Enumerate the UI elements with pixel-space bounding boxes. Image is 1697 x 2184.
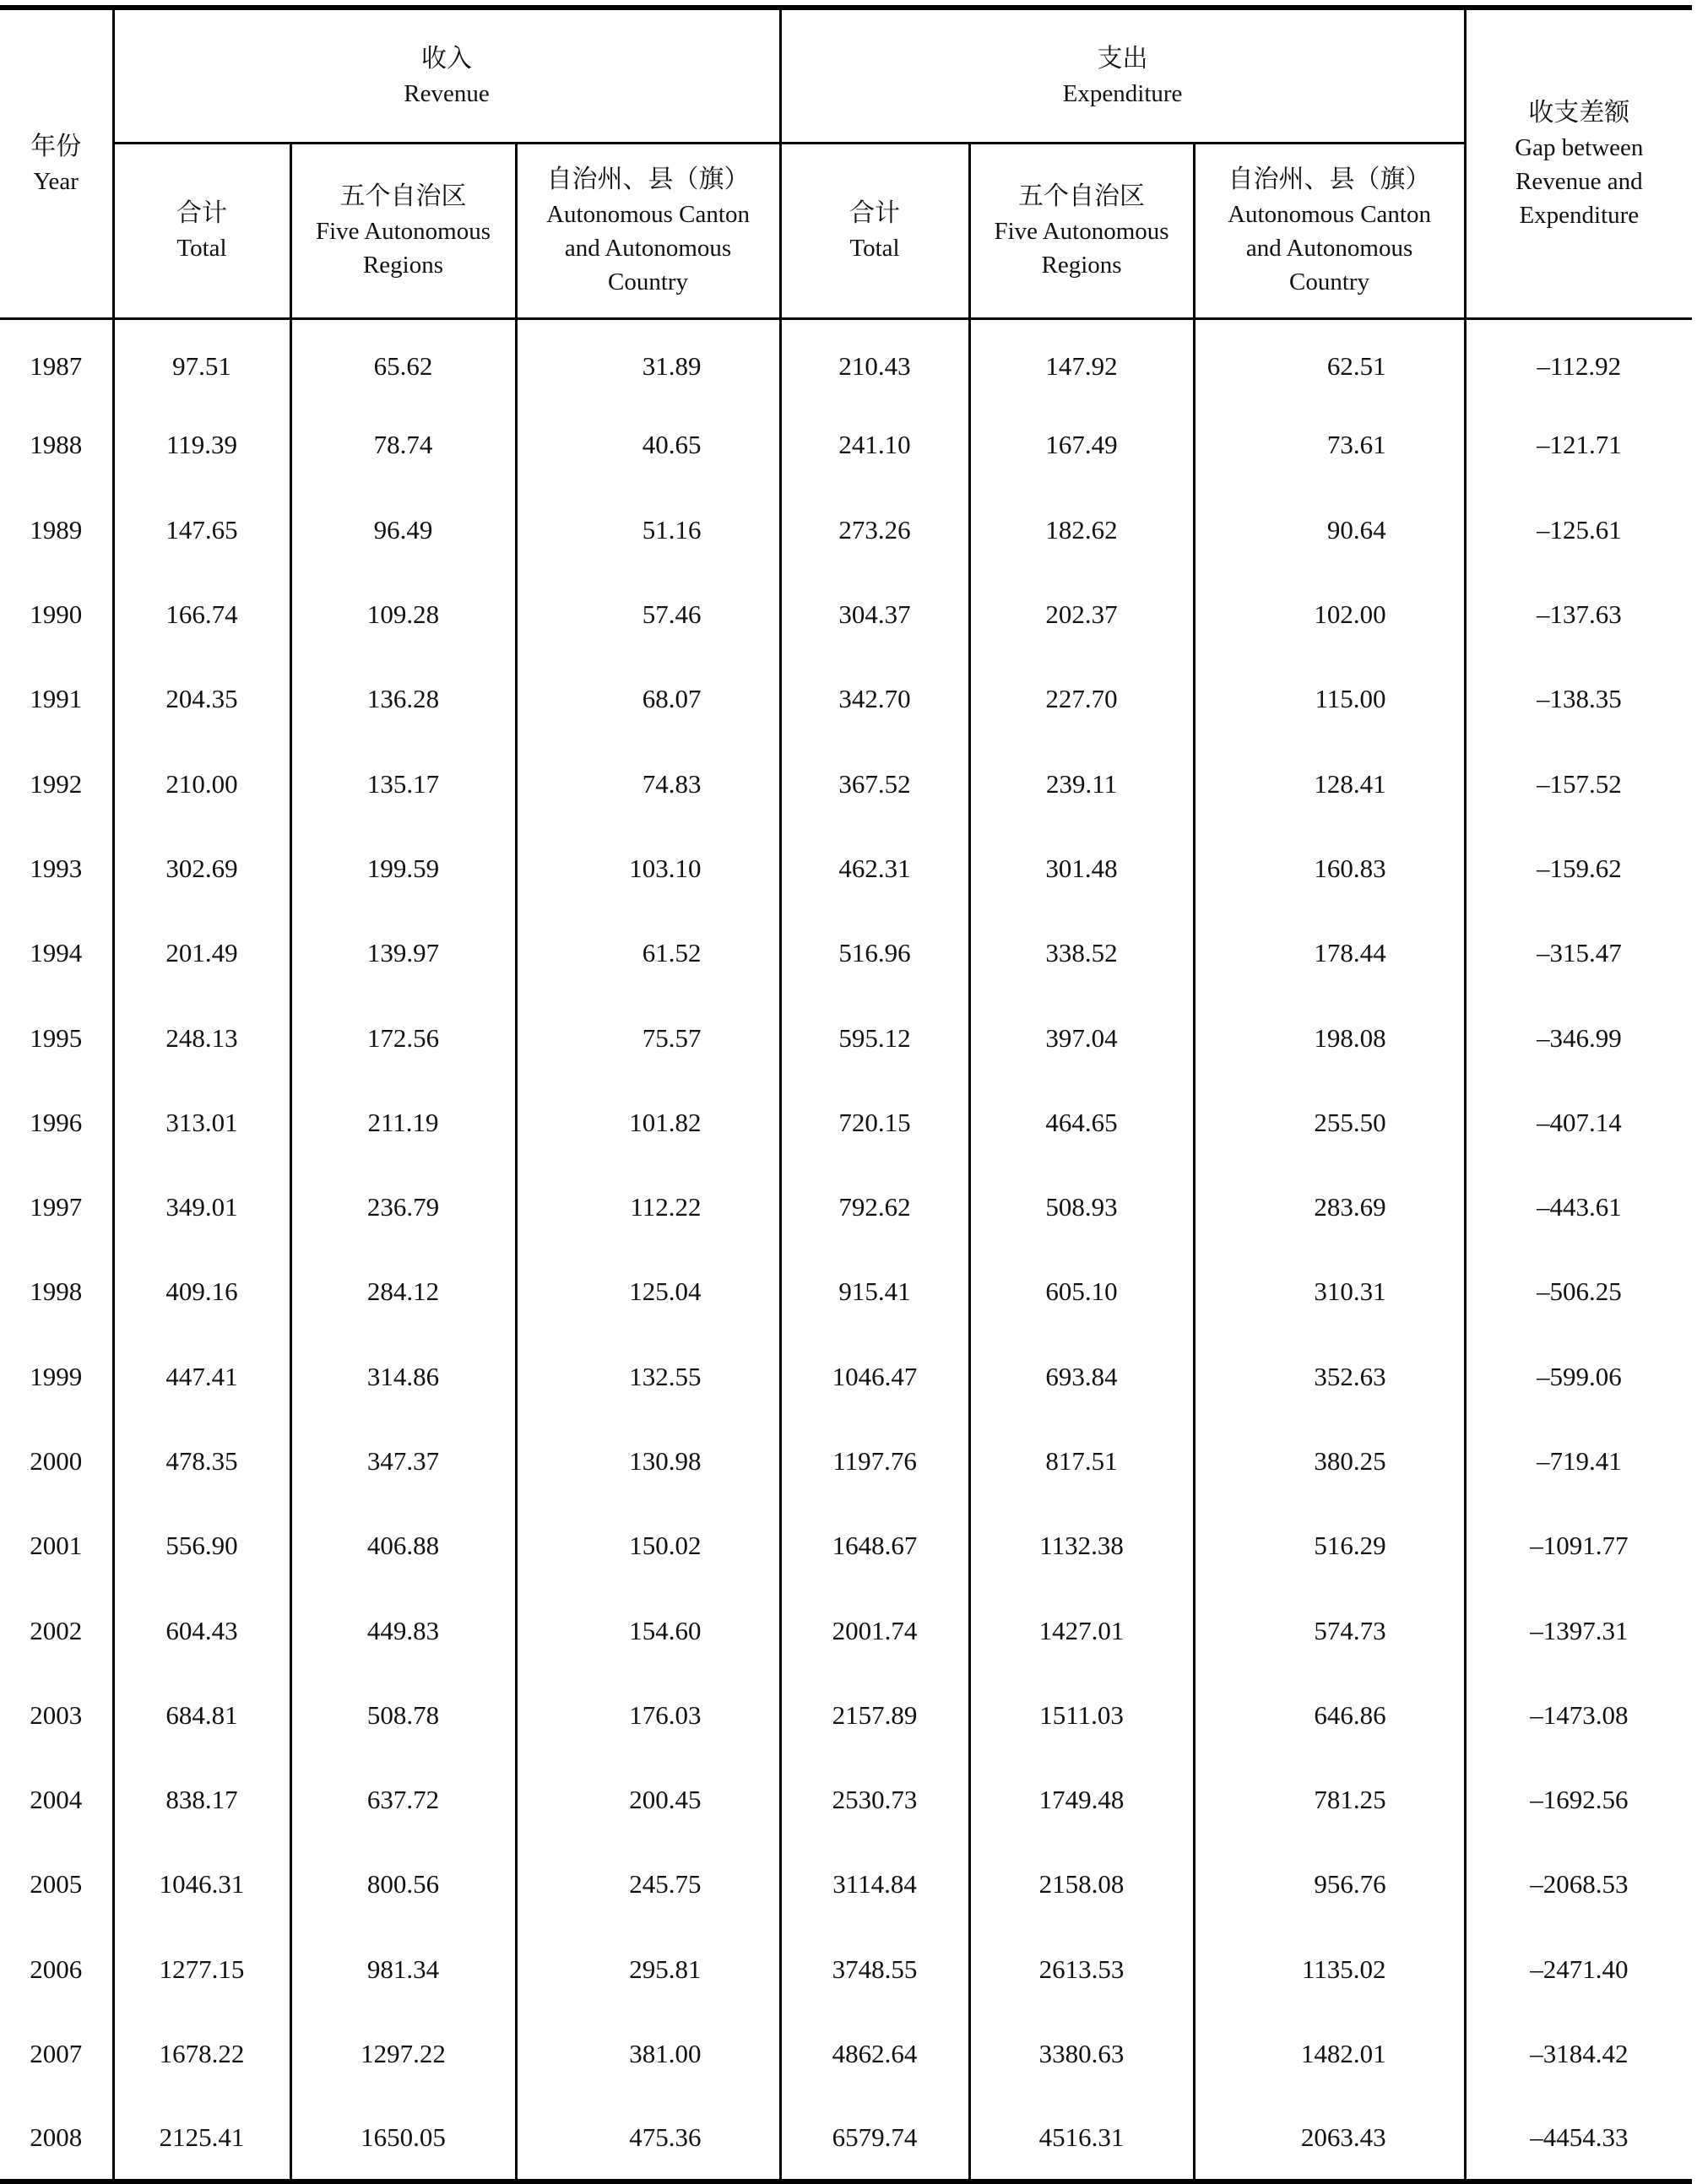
expenditure-five-regions-cell: 2613.53	[969, 1927, 1194, 2012]
table-row	[0, 403, 1692, 487]
header-revenue-five-regions: 五个自治区 Five Autonomous Regions	[290, 143, 516, 318]
revenue-five-regions-cell: 96.49	[290, 488, 516, 572]
year-cell: 2001	[0, 1504, 113, 1588]
expenditure-five-regions-cell: 147.92	[969, 318, 1194, 403]
revenue-canton-cell: 154.60	[516, 1588, 780, 1672]
revenue-total-cell: 313.01	[113, 1081, 290, 1165]
expenditure-canton-cell: 102.00	[1194, 572, 1465, 657]
revenue-five-regions-cell: 236.79	[290, 1165, 516, 1249]
expenditure-total-cell: 304.37	[780, 572, 969, 657]
year-cell: 1998	[0, 1249, 113, 1334]
expenditure-canton-cell: 255.50	[1194, 1081, 1465, 1165]
expenditure-total-cell: 2001.74	[780, 1588, 969, 1672]
table-row	[0, 741, 1692, 826]
header-revenue: 收入 Revenue	[113, 8, 780, 143]
revenue-total-cell: 1277.15	[113, 1927, 290, 2012]
year-cell: 1992	[0, 741, 113, 826]
expenditure-canton-cell: 198.08	[1194, 995, 1465, 1080]
gap-cell: –1091.77	[1530, 1531, 1629, 1561]
expenditure-five-regions-cell: 4516.31	[969, 2096, 1194, 2181]
revenue-canton-cell: 132.55	[516, 1335, 780, 1419]
revenue-five-regions-cell: 199.59	[290, 826, 516, 911]
revenue-total-cell: 2125.41	[113, 2096, 290, 2181]
revenue-canton-cell: 130.98	[516, 1419, 780, 1504]
year-cell: 1995	[0, 995, 113, 1080]
header-expenditure-five-regions: 五个自治区 Five Autonomous Regions	[969, 143, 1194, 318]
gap-cell: –719.41	[1536, 1446, 1622, 1476]
revenue-total-cell: 201.49	[113, 911, 290, 995]
expenditure-total-cell: 210.43	[780, 318, 969, 403]
expenditure-total-cell: 792.62	[780, 1165, 969, 1249]
table-row	[0, 911, 1692, 995]
table-row	[0, 572, 1692, 657]
revenue-total-cell: 1046.31	[113, 1842, 290, 1927]
table-row	[0, 2096, 1692, 2181]
revenue-total-cell: 838.17	[113, 1758, 290, 1842]
expenditure-five-regions-cell: 508.93	[969, 1165, 1194, 1249]
year-cell: 1997	[0, 1165, 113, 1249]
revenue-total-cell: 1678.22	[113, 2012, 290, 2096]
gap-cell: –346.99	[1536, 1022, 1622, 1053]
gap-cell: –159.62	[1536, 853, 1622, 883]
revenue-total-cell: 97.51	[113, 318, 290, 403]
year-cell: 2006	[0, 1927, 113, 2012]
expenditure-five-regions-cell: 338.52	[969, 911, 1194, 995]
revenue-five-regions-cell: 637.72	[290, 1758, 516, 1842]
header-expenditure-canton: 自治州、县（旗） Autonomous Canton and Autonomous Country	[1194, 143, 1465, 318]
revenue-five-regions-cell: 449.83	[290, 1588, 516, 1672]
table-row	[0, 1588, 1692, 1672]
revenue-canton-cell: 68.07	[516, 657, 780, 741]
expenditure-total-cell: 273.26	[780, 488, 969, 572]
expenditure-canton-cell: 352.63	[1194, 1335, 1465, 1419]
revenue-canton-cell: 125.04	[516, 1249, 780, 1334]
table-row	[0, 657, 1692, 741]
year-cell: 2004	[0, 1758, 113, 1842]
revenue-five-regions-cell: 284.12	[290, 1249, 516, 1334]
revenue-canton-cell: 101.82	[516, 1081, 780, 1165]
year-cell: 1994	[0, 911, 113, 995]
revenue-canton-cell: 200.45	[516, 1758, 780, 1842]
expenditure-five-regions-cell: 1427.01	[969, 1588, 1194, 1672]
expenditure-five-regions-cell: 464.65	[969, 1081, 1194, 1165]
expenditure-five-regions-cell: 239.11	[969, 741, 1194, 826]
gap-cell: –125.61	[1536, 514, 1622, 545]
gap-cell: –138.35	[1536, 684, 1622, 714]
year-cell: 1993	[0, 826, 113, 911]
gap-cell: –112.92	[1537, 350, 1622, 381]
revenue-total-cell: 604.43	[113, 1588, 290, 1672]
revenue-five-regions-cell: 981.34	[290, 1927, 516, 2012]
revenue-five-regions-cell: 1297.22	[290, 2012, 516, 2096]
gap-cell: –315.47	[1536, 938, 1622, 968]
gap-cell: –3184.42	[1530, 2039, 1629, 2069]
expenditure-total-cell: 720.15	[780, 1081, 969, 1165]
expenditure-canton-cell: 62.51	[1194, 318, 1465, 403]
expenditure-total-cell: 6579.74	[780, 2096, 969, 2181]
expenditure-total-cell: 516.96	[780, 911, 969, 995]
expenditure-canton-cell: 310.31	[1194, 1249, 1465, 1334]
header-expenditure-total: 合计 Total	[780, 143, 969, 318]
gap-cell: –443.61	[1536, 1192, 1622, 1222]
expenditure-canton-cell: 115.00	[1194, 657, 1465, 741]
expenditure-five-regions-cell: 693.84	[969, 1335, 1194, 1419]
revenue-canton-cell: 245.75	[516, 1842, 780, 1927]
revenue-canton-cell: 381.00	[516, 2012, 780, 2096]
year-cell: 1991	[0, 657, 113, 741]
revenue-total-cell: 684.81	[113, 1673, 290, 1758]
revenue-canton-cell: 295.81	[516, 1927, 780, 2012]
revenue-total-cell: 248.13	[113, 995, 290, 1080]
header-revenue-total: 合计 Total	[113, 143, 290, 318]
expenditure-canton-cell: 956.76	[1194, 1842, 1465, 1927]
table-row	[0, 318, 1692, 403]
expenditure-total-cell: 3114.84	[780, 1842, 969, 1927]
gap-cell: –2068.53	[1530, 1869, 1629, 1899]
table-row	[0, 995, 1692, 1080]
expenditure-total-cell: 241.10	[780, 403, 969, 487]
revenue-canton-cell: 40.65	[516, 403, 780, 487]
table-row	[0, 1081, 1692, 1165]
revenue-total-cell: 349.01	[113, 1165, 290, 1249]
expenditure-canton-cell: 178.44	[1194, 911, 1465, 995]
expenditure-total-cell: 4862.64	[780, 2012, 969, 2096]
revenue-canton-cell: 176.03	[516, 1673, 780, 1758]
revenue-canton-cell: 74.83	[516, 741, 780, 826]
year-cell: 2002	[0, 1588, 113, 1672]
revenue-five-regions-cell: 508.78	[290, 1673, 516, 1758]
revenue-total-cell: 210.00	[113, 741, 290, 826]
expenditure-total-cell: 2530.73	[780, 1758, 969, 1842]
year-cell: 1988	[0, 403, 113, 487]
gap-cell: –1473.08	[1530, 1699, 1629, 1730]
year-cell: 1990	[0, 572, 113, 657]
expenditure-five-regions-cell: 167.49	[969, 403, 1194, 487]
table-row	[0, 1673, 1692, 1758]
revenue-total-cell: 409.16	[113, 1249, 290, 1334]
table-header	[0, 8, 1692, 318]
expenditure-five-regions-cell: 1511.03	[969, 1673, 1194, 1758]
expenditure-canton-cell: 516.29	[1194, 1504, 1465, 1588]
revenue-canton-cell: 31.89	[516, 318, 780, 403]
revenue-canton-cell: 475.36	[516, 2096, 780, 2181]
finance-table	[0, 5, 1692, 2184]
revenue-total-cell: 478.35	[113, 1419, 290, 1504]
table-row	[0, 1504, 1692, 1588]
expenditure-five-regions-cell: 227.70	[969, 657, 1194, 741]
table-row	[0, 1758, 1692, 1842]
revenue-five-regions-cell: 139.97	[290, 911, 516, 995]
revenue-canton-cell: 61.52	[516, 911, 780, 995]
header-revenue-canton: 自治州、县（旗） Autonomous Canton and Autonomous Country	[516, 143, 780, 318]
expenditure-canton-cell: 2063.43	[1194, 2096, 1465, 2181]
year-cell: 2007	[0, 2012, 113, 2096]
table-row	[0, 1842, 1692, 1927]
table-row	[0, 1927, 1692, 2012]
revenue-five-regions-cell: 172.56	[290, 995, 516, 1080]
year-cell: 2003	[0, 1673, 113, 1758]
expenditure-canton-cell: 160.83	[1194, 826, 1465, 911]
table-row	[0, 1419, 1692, 1504]
revenue-total-cell: 302.69	[113, 826, 290, 911]
gap-cell: –599.06	[1536, 1361, 1622, 1391]
expenditure-canton-cell: 90.64	[1194, 488, 1465, 572]
expenditure-total-cell: 1046.47	[780, 1335, 969, 1419]
expenditure-total-cell: 3748.55	[780, 1927, 969, 2012]
gap-cell: –137.63	[1536, 599, 1622, 630]
header-gap: 收支差额 Gap between Revenue and Expenditure	[1465, 8, 1692, 318]
year-cell: 1989	[0, 488, 113, 572]
revenue-canton-cell: 57.46	[516, 572, 780, 657]
revenue-five-regions-cell: 65.62	[290, 318, 516, 403]
revenue-canton-cell: 112.22	[516, 1165, 780, 1249]
revenue-total-cell: 147.65	[113, 488, 290, 572]
expenditure-canton-cell: 380.25	[1194, 1419, 1465, 1504]
gap-cell: –4454.33	[1530, 2122, 1629, 2152]
table-row	[0, 1335, 1692, 1419]
revenue-total-cell: 447.41	[113, 1335, 290, 1419]
revenue-five-regions-cell: 1650.05	[290, 2096, 516, 2181]
expenditure-five-regions-cell: 397.04	[969, 995, 1194, 1080]
revenue-canton-cell: 103.10	[516, 826, 780, 911]
expenditure-five-regions-cell: 202.37	[969, 572, 1194, 657]
expenditure-canton-cell: 1135.02	[1194, 1927, 1465, 2012]
gap-cell: –407.14	[1536, 1107, 1622, 1137]
expenditure-total-cell: 342.70	[780, 657, 969, 741]
revenue-total-cell: 119.39	[113, 403, 290, 487]
revenue-five-regions-cell: 136.28	[290, 657, 516, 741]
expenditure-canton-cell: 781.25	[1194, 1758, 1465, 1842]
table-body	[0, 318, 1692, 2181]
table-row	[0, 488, 1692, 572]
expenditure-total-cell: 367.52	[780, 741, 969, 826]
expenditure-canton-cell: 1482.01	[1194, 2012, 1465, 2096]
revenue-five-regions-cell: 211.19	[290, 1081, 516, 1165]
revenue-five-regions-cell: 109.28	[290, 572, 516, 657]
table-row	[0, 1249, 1692, 1334]
expenditure-canton-cell: 283.69	[1194, 1165, 1465, 1249]
expenditure-total-cell: 595.12	[780, 995, 969, 1080]
expenditure-total-cell: 462.31	[780, 826, 969, 911]
expenditure-five-regions-cell: 182.62	[969, 488, 1194, 572]
expenditure-five-regions-cell: 817.51	[969, 1419, 1194, 1504]
expenditure-five-regions-cell: 605.10	[969, 1249, 1194, 1334]
expenditure-five-regions-cell: 1749.48	[969, 1758, 1194, 1842]
revenue-five-regions-cell: 406.88	[290, 1504, 516, 1588]
year-cell: 1987	[0, 318, 113, 403]
expenditure-canton-cell: 128.41	[1194, 741, 1465, 826]
gap-cell: –1397.31	[1530, 1615, 1629, 1645]
revenue-canton-cell: 150.02	[516, 1504, 780, 1588]
header-expenditure: 支出 Expenditure	[780, 8, 1465, 143]
header-year: 年份 Year	[0, 8, 113, 318]
revenue-five-regions-cell: 314.86	[290, 1335, 516, 1419]
year-cell: 1996	[0, 1081, 113, 1165]
gap-cell: –1692.56	[1530, 1785, 1629, 1815]
year-cell: 1999	[0, 1335, 113, 1419]
table-row	[0, 1165, 1692, 1249]
revenue-five-regions-cell: 347.37	[290, 1419, 516, 1504]
year-cell: 2005	[0, 1842, 113, 1927]
revenue-canton-cell: 51.16	[516, 488, 780, 572]
table-row	[0, 2012, 1692, 2096]
expenditure-canton-cell: 73.61	[1194, 403, 1465, 487]
expenditure-canton-cell: 574.73	[1194, 1588, 1465, 1672]
expenditure-total-cell: 915.41	[780, 1249, 969, 1334]
gap-cell: –506.25	[1536, 1276, 1622, 1307]
expenditure-five-regions-cell: 1132.38	[969, 1504, 1194, 1588]
gap-cell: –121.71	[1536, 430, 1622, 460]
expenditure-total-cell: 1197.76	[780, 1419, 969, 1504]
expenditure-total-cell: 1648.67	[780, 1504, 969, 1588]
revenue-total-cell: 204.35	[113, 657, 290, 741]
revenue-total-cell: 166.74	[113, 572, 290, 657]
revenue-five-regions-cell: 135.17	[290, 741, 516, 826]
revenue-canton-cell: 75.57	[516, 995, 780, 1080]
expenditure-canton-cell: 646.86	[1194, 1673, 1465, 1758]
expenditure-five-regions-cell: 3380.63	[969, 2012, 1194, 2096]
revenue-five-regions-cell: 78.74	[290, 403, 516, 487]
gap-cell: –2471.40	[1530, 1954, 1629, 1984]
table-row	[0, 826, 1692, 911]
expenditure-five-regions-cell: 2158.08	[969, 1842, 1194, 1927]
revenue-total-cell: 556.90	[113, 1504, 290, 1588]
expenditure-five-regions-cell: 301.48	[969, 826, 1194, 911]
expenditure-total-cell: 2157.89	[780, 1673, 969, 1758]
revenue-five-regions-cell: 800.56	[290, 1842, 516, 1927]
year-cell: 2000	[0, 1419, 113, 1504]
year-cell: 2008	[0, 2096, 113, 2181]
gap-cell: –157.52	[1536, 768, 1622, 799]
